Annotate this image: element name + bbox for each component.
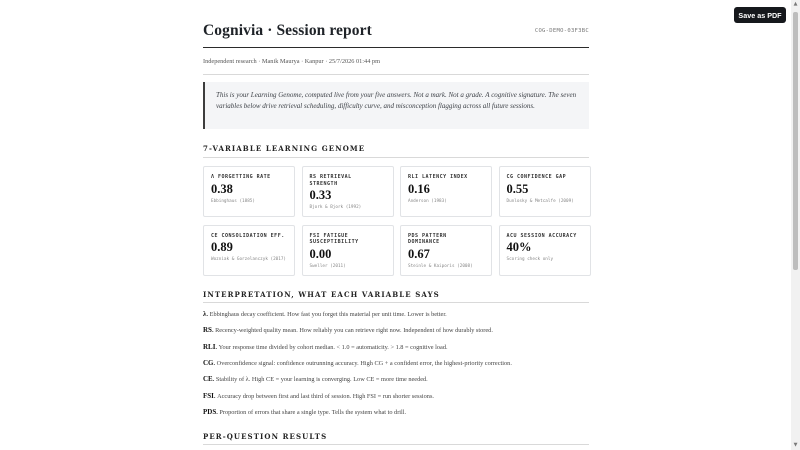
interpretation-divider (203, 302, 589, 303)
interpretation-item (203, 310, 589, 318)
genome-divider (203, 157, 589, 158)
genome-card-value: 0.33 (309, 188, 332, 202)
genome-card-citation: Steinle & Kaiporis (2008) (408, 263, 473, 269)
genome-card-citation: Anderson (1983) (408, 198, 447, 204)
genome-card-value: 0.55 (506, 181, 529, 196)
genome-card-value: 0.67 (408, 246, 430, 261)
genome-card-citation: Ebbinghaus (1885) (211, 198, 255, 204)
interpretation-item (203, 343, 589, 351)
interpretation-separator: . (212, 376, 216, 384)
genome-card-citation: Sweller (2011) (309, 263, 346, 269)
scroll-up-icon[interactable]: ▲ (793, 1, 798, 7)
interpretation-text: Overconfidence signal: confidence outrunning accuracy. High CG + a confident error, the highest-priority correction. (216, 359, 512, 367)
interpretation-separator: . (213, 359, 217, 367)
interpretation-separator: . (215, 343, 219, 351)
genome-card-label: Λ FORGETTING RATE (211, 174, 271, 180)
interpretation-text: Stability of λ. High CE = your learning is converging. Low CE = more time needed. (215, 376, 428, 384)
genome-card (499, 166, 591, 217)
genome-card-label: CE CONSOLIDATION EFF. (211, 232, 285, 239)
interpretation-item (203, 408, 589, 416)
genome-card-value: 40% (506, 240, 532, 254)
genome-card-label: FSI FATIGUE SUSCEPTIBILITY (309, 232, 359, 245)
interpretation-item (203, 375, 589, 383)
genome-card (400, 166, 492, 217)
interpretation-text: Your response time divided by cohort median. < 1.0 = automaticity. > 1.8 = cognitive load. (218, 343, 448, 351)
interpretation-text: Proportion of errors that share a single type. Tells the system what to drill. (219, 408, 407, 416)
interpretation-item (203, 392, 589, 400)
genome-card (302, 166, 394, 217)
interpretation-separator: . (216, 408, 220, 416)
scroll-down-icon[interactable]: ▼ (793, 442, 798, 448)
interpretation-term: CE (203, 375, 213, 384)
interpretation-separator: . (213, 392, 218, 400)
genome-card-label: RS RETRIEVAL STRENGTH (309, 174, 352, 187)
genome-card (499, 225, 591, 276)
title-divider (203, 47, 589, 48)
genome-card-citation: Dunlosky & Metcalfe (2009) (506, 198, 574, 204)
interpretation-item (203, 326, 589, 334)
page-title: Cognivia · Session report (203, 22, 372, 39)
report-meta: Independent research · Manik Maurya · Kanpur · 25/7/2026 01:44 pm (203, 58, 380, 65)
genome-card (203, 225, 295, 276)
save-as-pdf-button[interactable]: Save as PDF (734, 7, 786, 23)
interpretation-text: Ebbinghaus decay coefficient. How fast you forget this material per unit time. Lower is better. (209, 311, 447, 318)
intro-callout: This is your Learning Genome, computed live from your five answers. Not a mark. Not a grade. A cognitive signature. The seven variables below drive retrieval scheduling, difficulty curve, and misconception flagging across all future sessions. (203, 82, 589, 129)
genome-card-value: 0.00 (309, 246, 332, 261)
interpretation-term: RLI (203, 342, 216, 351)
interpretation-separator: . (206, 311, 210, 318)
genome-card-citation: Wozniak & Gorzelanczyk (2017) (211, 257, 287, 262)
genome-card-label: PDS PATTERN DOMINANCE (408, 232, 447, 245)
interpretation-heading: INTERPRETATION, WHAT EACH VARIABLE SAYS (203, 290, 440, 299)
genome-card (302, 225, 394, 276)
genome-card (400, 225, 492, 276)
interpretation-term: RS (203, 326, 212, 335)
genome-heading: 7-VARIABLE LEARNING GENOME (203, 144, 366, 153)
interpretation-separator: . (211, 327, 216, 335)
interpretation-item (203, 359, 589, 367)
interpretation-text: Accuracy drop between first and last third of session. High FSI = run shorter sessions. (217, 392, 434, 400)
genome-card-value: 0.38 (211, 181, 233, 196)
genome-card-value: 0.16 (408, 181, 430, 196)
interpretation-term: FSI (203, 391, 214, 400)
results-divider (203, 444, 589, 445)
interpretation-term: CG (203, 358, 214, 367)
genome-card-citation: Scoring check only (506, 257, 554, 262)
document-id: COG-DEMO-03F3BC (534, 28, 589, 34)
scrollbar-thumb[interactable] (793, 12, 798, 270)
genome-card-citation: Bjork & Bjork (1992) (309, 205, 362, 210)
genome-card-label: CG CONFIDENCE GAP (506, 174, 567, 180)
interpretation-term: λ (203, 310, 207, 318)
report-header (203, 22, 589, 46)
interpretation-term: PDS (203, 407, 217, 416)
meta-divider (203, 74, 589, 75)
genome-card-label: RLI LATENCY INDEX (408, 174, 468, 180)
results-heading: PER-QUESTION RESULTS (203, 432, 328, 441)
genome-card-value: 0.89 (211, 240, 233, 254)
genome-card-label: ACU SESSION ACCURACY (506, 232, 577, 239)
genome-card (203, 166, 295, 217)
interpretation-text: Recency-weighted quality mean. How reliably you can retrieve right now. Independent of how durably stored. (215, 327, 493, 335)
